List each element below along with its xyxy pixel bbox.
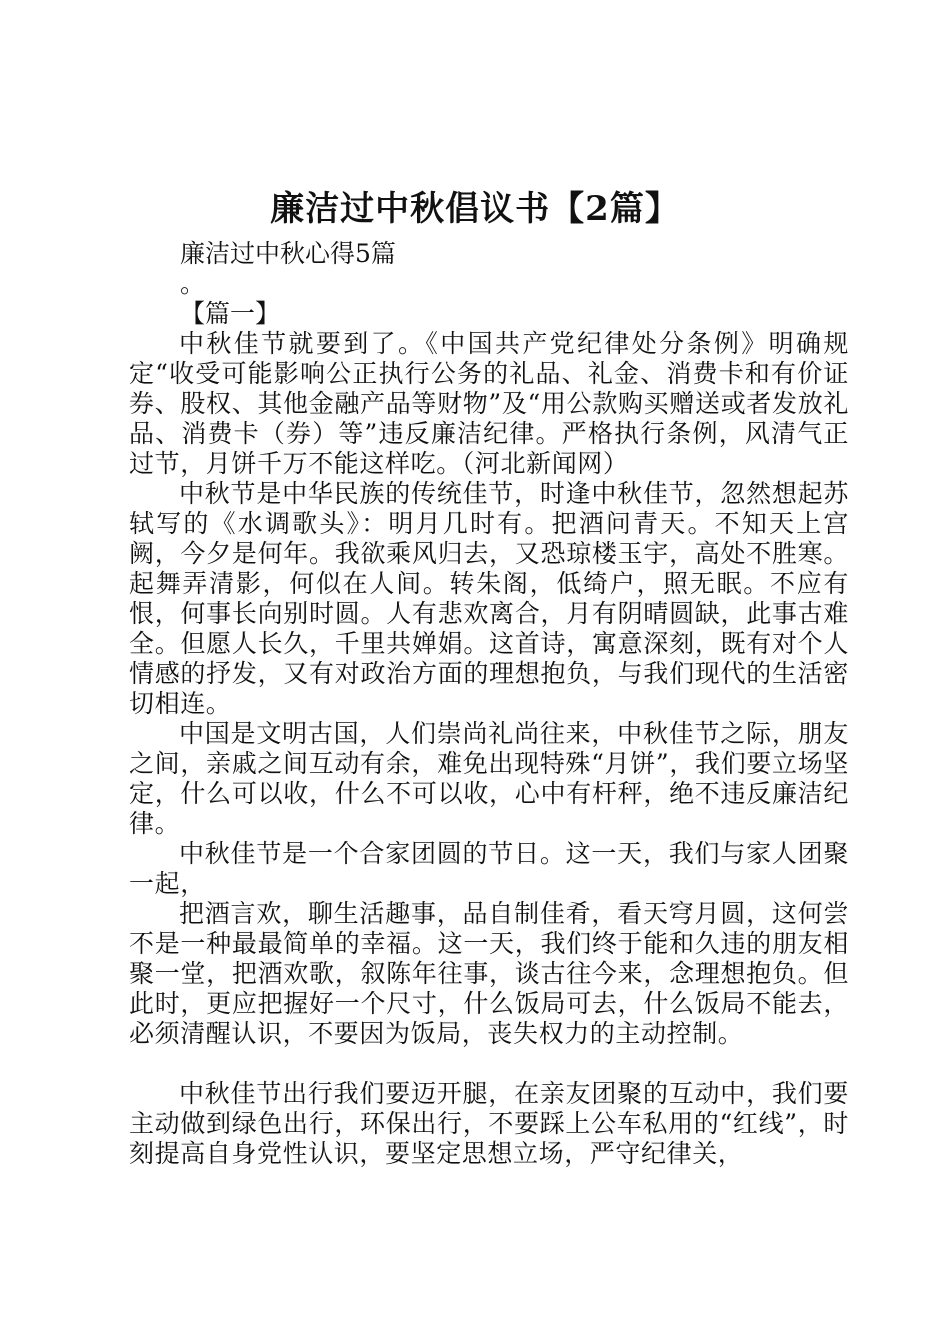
section-heading: 【篇一】 [180, 299, 281, 328]
document-title: 廉洁过中秋倡议书【2篇】 [270, 189, 680, 229]
paragraph: 中国是文明古国，人们崇尚礼尚往来，中秋佳节之际，朋友之间，亲戚之间互动有余，难免出现特殊“月饼”，我们要立场坚定，什么可以收，什么不可以收，心中有杆秤，绝不违反廉洁纪律。 [129, 719, 849, 838]
paragraph: 把酒言欢，聊生活趣事，品自制佳肴，看天穹月圆，这何尝不是一种最最简单的幸福。这一天，我们终于能和久违的朋友相聚一堂，把酒欢歌，叙陈年往事，谈古往今来，念理想抱负。但此时，更应把握好一个尺寸，什么饭局可去，什么饭局不能去，必须清醒认识，不要因为饭局，丧失权力的主动控制。 [129, 899, 849, 1048]
punctuation-line: 。 [180, 269, 206, 298]
paragraph: 中秋佳节就要到了。《中国共产党纪律处分条例》明确规定“收受可能影响公正执行公务的礼品、礼金、消费卡和有价证券、股权、其他金融产品等财物”及“用公款购买赠送或者发放礼品、消费卡（券）等”违反廉洁纪律。严格执行条例，风清气正过节，月饼千万不能这样吃。（河北新闻网） [129, 329, 849, 478]
paragraph-gap [129, 1049, 849, 1079]
paragraph: 中秋佳节出行我们要迈开腿，在亲友团聚的互动中，我们要主动做到绿色出行，环保出行，不要踩上公车私用的“红线”，时刻提高自身党性认识，要坚定思想立场，严守纪律关， [129, 1079, 849, 1168]
document-subtitle: 廉洁过中秋心得5篇 [180, 239, 396, 268]
paragraph: 中秋节是中华民族的传统佳节，时逢中秋佳节，忽然想起苏轼写的《水调歌头》：明月几时有。把酒问青天。不知天上宫阙，今夕是何年。我欲乘风归去，又恐琼楼玉宇，高处不胜寒。起舞弄清影，何似在人间。转朱阁，低绮户，照无眠。不应有恨，何事长向别时圆。人有悲欢离合，月有阴晴圆缺，此事古难全。但愿人长久，千里共婵娟。这首诗，寓意深刻，既有对个人情感的抒发，又有对政治方面的理想抱负，与我们现代的生活密切相连。 [129, 479, 849, 718]
document-body [129, 329, 849, 1169]
paragraph: 中秋佳节是一个合家团圆的节日。这一天，我们与家人团聚一起， [129, 839, 849, 898]
